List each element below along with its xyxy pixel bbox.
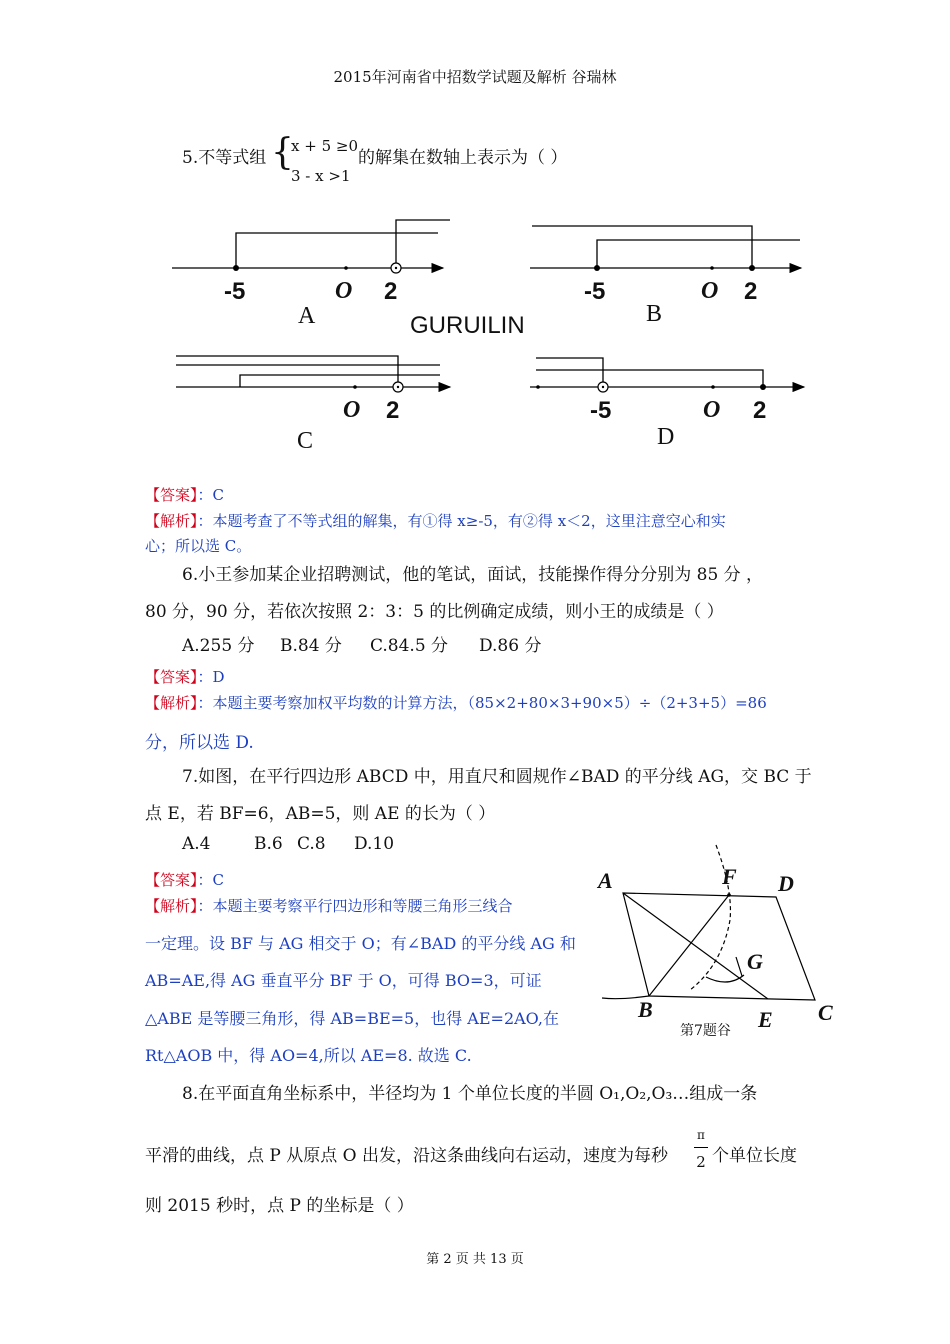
option-d-label: D: [657, 424, 675, 450]
q8-line-3: 则 2015 秒时，点 P 的坐标是（ ）: [145, 1196, 414, 1216]
q5-inequality-1: x + 5 ≥0: [291, 137, 358, 155]
q7-analysis-2: 一定理。设 BF 与 AG 相交于 O；有∠BAD 的平分线 AG 和: [145, 934, 576, 953]
arc-g: [706, 975, 744, 982]
q8-line-2a: 平滑的曲线，点 P 从原点 O 出发，沿这条曲线向右运动，速度为每秒: [145, 1146, 668, 1166]
b-tick-2: 2: [744, 278, 758, 305]
q8-frac-bar: [694, 1147, 708, 1148]
q8-line-2b: 个单位长度: [712, 1146, 797, 1166]
label-g: G: [747, 949, 763, 974]
q7-line-1: 7.如图，在平行四边形 ABCD 中，用直尺和圆规作∠BAD 的平分线 AG，交 BC 于: [182, 767, 812, 787]
q6-choice-c: C.84.5 分: [370, 636, 449, 656]
q7-line-2: 点 E，若 BF=6，AB=5，则 AE 的长为（ ）: [145, 804, 496, 824]
b-tick-neg5: -5: [584, 278, 606, 305]
q7-choice-c: C.8: [297, 834, 326, 854]
q7-answer-tag: 【答案】: [145, 871, 198, 889]
a-tick-origin: O: [335, 278, 353, 304]
q7-analysis-4: △ABE 是等腰三角形，得 AB=BE=5，也得 AE=2AO,在: [145, 1009, 559, 1028]
q7-analysis-1: ：本题主要考察平行四边形和等腰三角形三线合: [197, 897, 513, 915]
a-tick-neg5: -5: [224, 278, 246, 305]
figure-caption: 第7题谷: [680, 1023, 731, 1039]
q5-answer: ：C: [197, 486, 224, 504]
q6-choice-a: A.255 分: [182, 636, 255, 656]
d-tick-neg5: -5: [590, 397, 612, 424]
option-c-label: C: [297, 428, 314, 454]
q7-choice-b: B.6: [254, 834, 283, 854]
parallelogram-abcd: [623, 893, 815, 1000]
label-a: A: [598, 868, 613, 893]
d-tick-origin: O: [703, 397, 721, 423]
q8-line-1: 8.在平面直角坐标系中，半径均为 1 个单位长度的半圆 O₁,O₂,O₃…组成一条: [182, 1084, 758, 1104]
label-c: C: [818, 1000, 833, 1025]
option-a-label: A: [298, 303, 316, 329]
q6-analysis-1: ：本题主要考察加权平均数的计算方法，（85×2+80×3+90×5）÷（2+3+5）=86: [197, 694, 767, 712]
q5-inequality-2: 3 - x >1: [291, 167, 351, 185]
c-tick-origin: O: [343, 397, 361, 423]
q6-choice-b: B.84 分: [280, 636, 342, 656]
q7-analysis-tag: 【解析】: [145, 897, 198, 915]
label-f: F: [722, 864, 737, 889]
q5-analysis-tag: 【解析】: [145, 512, 198, 530]
option-b-label: B: [646, 301, 663, 327]
c-tick-2: 2: [386, 397, 400, 424]
q7-analysis-5: Rt△AOB 中，得 AO=4,所以 AE=8. 故选 C.: [145, 1046, 472, 1065]
q6-analysis-2: 分，所以选 D.: [145, 733, 254, 753]
label-b: B: [638, 997, 653, 1022]
watermark: GURUILIN: [410, 312, 525, 339]
q6-line-2: 80 分，90 分，若依次按照 2：3：5 的比例确定成绩，则小王的成绩是（ ）: [145, 602, 724, 622]
q6-choice-d: D.86 分: [479, 636, 542, 656]
b-tick-origin: O: [701, 278, 719, 304]
q6-line-1: 6.小王参加某企业招聘测试，他的笔试，面试，技能操作得分分别为 85 分 ，: [182, 565, 764, 585]
d-tick-2: 2: [753, 397, 767, 424]
segment-ae: [623, 893, 768, 999]
q7-analysis-3: AB=AE,得 AG 垂直平分 BF 于 O，可得 BO=3，可证: [145, 971, 542, 990]
q5-brace: {: [271, 132, 294, 173]
label-e: E: [758, 1007, 773, 1032]
q5-answer-tag: 【答案】: [145, 486, 198, 504]
q5-analysis-2: 心；所以选 C。: [145, 537, 252, 555]
q8-frac-num: π: [697, 1128, 705, 1142]
q6-answer: ：D: [197, 668, 225, 686]
page-header: 2015年河南省中招数学试题及解析 谷瑞林: [333, 68, 617, 86]
q5-prefix: 5.不等式组: [182, 148, 267, 168]
a-tick-2: 2: [384, 278, 398, 305]
arc-g-tick: [736, 957, 742, 976]
q7-answer: ：C: [197, 871, 224, 889]
q6-answer-tag: 【答案】: [145, 668, 198, 686]
q7-choice-a: A.4: [182, 834, 211, 854]
q5-suffix: 的解集在数轴上表示为（ ）: [358, 148, 568, 168]
q5-analysis-1: ：本题考查了不等式组的解集，有①得 x≥-5，有②得 x＜2，这里注意空心和实: [197, 512, 726, 530]
q6-analysis-tag: 【解析】: [145, 694, 198, 712]
page-footer: 第 2 页 共 13 页: [426, 1252, 524, 1267]
q7-choice-d: D.10: [354, 834, 395, 854]
label-d: D: [778, 871, 794, 896]
q8-frac-den: 2: [696, 1153, 706, 1171]
